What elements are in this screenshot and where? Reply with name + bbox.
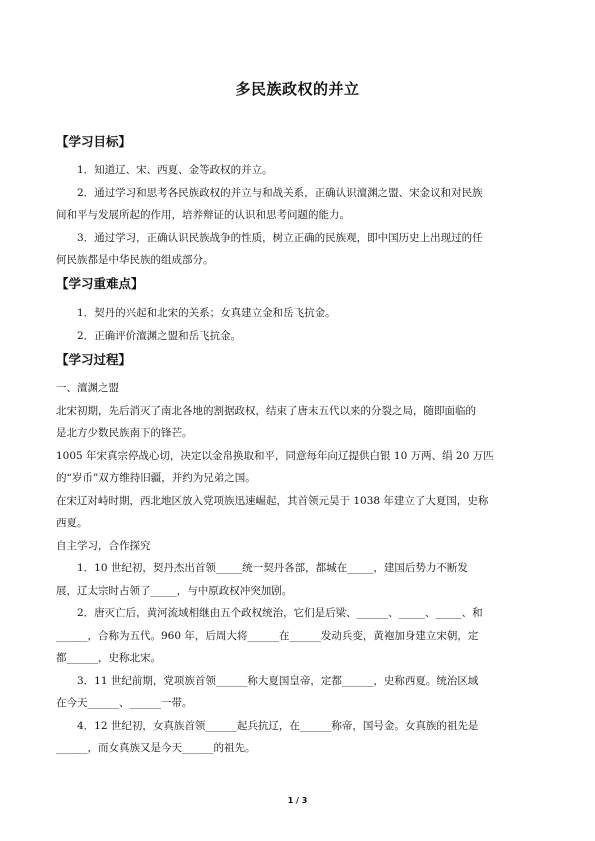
question-line: 在今天______、______一带。	[56, 697, 193, 709]
question-line: ______，合称为五代。960 年，后周大将______在______发动兵变，黄袍加身建立宋朝，定	[56, 630, 479, 642]
question-line: 展，辽太宗时占领了_____，与中原政权冲突加剧。	[56, 585, 293, 597]
question-line: 2．唐灭亡后，黄河流域相继由五个政权统治，它们是后梁、______、_____、_____、和	[77, 607, 483, 619]
section-header-goals: 【学习目标】	[56, 134, 132, 149]
key-line: 1．契丹的兴起和北宋的关系；女真建立金和岳飞抗金。	[77, 307, 336, 319]
process-line: 自主学习，合作探究	[56, 540, 151, 552]
section-header-process: 【学习过程】	[56, 352, 132, 367]
question-line: ______，而女真族又是今天______的祖先。	[56, 742, 256, 754]
goal-line: 3．通过学习，正确认识民族战争的性质，树立正确的民族观，即中国历史上出现过的任	[77, 232, 483, 244]
process-line: 西夏。	[56, 517, 88, 529]
page-title: 多民族政权的并立	[235, 80, 360, 98]
question-line: 3．11 世纪前期，党项族首领______称大夏国皇帝，定都______，史称西夏。统治区域	[77, 675, 479, 687]
question-line: 都______，史称北宋。	[56, 652, 161, 664]
section-header-key: 【学习重难点】	[56, 276, 144, 291]
goal-line: 间和平与发展所起的作用，培养辩证的认识和思考问题的能力。	[56, 209, 350, 221]
goal-line: 2．通过学习和思考各民族政权的并立与和战关系，正确认识澶渊之盟、宋金议和对民族	[77, 187, 483, 199]
page-number: 1 / 3	[287, 796, 308, 805]
question-line: 1．10 世纪初，契丹杰出首领_____统一契丹各部，都城在_____，建国后势力不断发	[77, 562, 468, 574]
goal-line: 何民族都是中华民族的组成部分。	[56, 254, 214, 266]
process-line: 一、澶渊之盟	[56, 382, 119, 394]
question-line: 4．12 世纪初，女真族首领______起兵抗辽，在______称帝，国号金。女真族的祖先是	[77, 720, 479, 732]
process-line: 1005 年宋真宗停战心切，决定以金帛换取和平，同意每年向辽提供白银 10 万两、绢 20 万匹	[56, 450, 494, 462]
process-line: 的“岁币”双方维持旧疆，并约为兄弟之国。	[56, 472, 256, 484]
key-line: 2．正确评价澶渊之盟和岳飞抗金。	[77, 330, 242, 342]
process-line: 是北方少数民族南下的锋芒。	[56, 427, 193, 439]
process-line: 北宋初期，先后消灭了南北各地的割据政权，结束了唐末五代以来的分裂之局，随即面临的	[56, 405, 476, 417]
process-line: 在宋辽对峙时期，西北地区放入党项族迅速崛起，其首领元昊于 1038 年建立了大夏国，史称	[56, 495, 489, 507]
goal-line: 1．知道辽、宋、西夏、金等政权的并立。	[77, 164, 273, 176]
